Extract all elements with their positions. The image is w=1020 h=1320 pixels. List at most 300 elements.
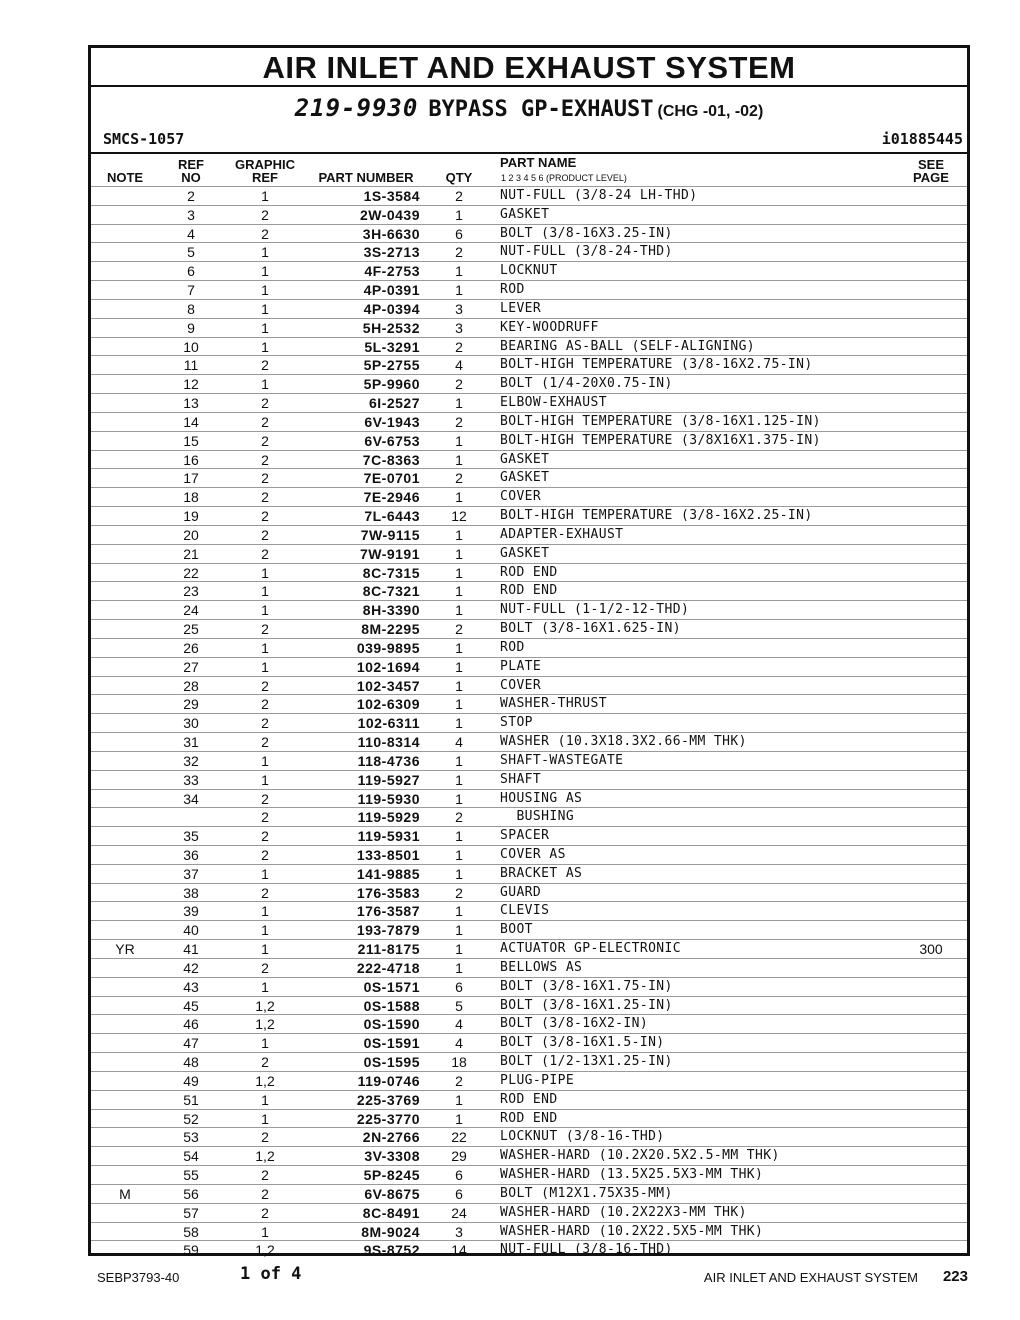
part-number-cell: 5H-2532 [362,319,420,336]
part-number-cell: 102-6309 [356,696,420,713]
table-row [91,657,967,676]
ref-no-cell: 57 [183,1204,199,1221]
part-name-cell: ACTUATOR GP-ELECTRONIC [500,941,681,957]
part-number-cell: 176-3583 [356,884,420,901]
part-number-cell: 5P-9960 [363,376,420,393]
ref-no-cell: 27 [183,658,199,675]
part-name-cell: ROD [500,639,525,655]
qty-cell: 2 [455,188,463,204]
ref-no-cell: 58 [183,1223,199,1240]
part-name-cell: GASKET [500,545,550,561]
graphic-ref-cell: 2 [261,470,269,487]
part-number-cell: 3S-2713 [363,244,420,261]
ref-no-cell: 47 [183,1035,199,1052]
qty-cell: 4 [455,734,463,751]
part-number-cell: 6V-1943 [364,413,420,430]
ref-no-cell: 53 [183,1129,199,1146]
ref-no-cell: 33 [183,771,199,788]
parts-table-body [91,186,967,1259]
part-name-cell: KEY-WOODRUFF [500,319,599,335]
ref-no-cell: 42 [183,959,199,976]
graphic-ref-cell: 2 [261,809,269,826]
smcs-code: SMCS-1057 [103,130,185,148]
table-row [91,1184,967,1203]
ref-no-cell: 55 [183,1167,199,1184]
part-number-cell: 102-6311 [357,715,420,732]
ref-no-cell: 8 [187,300,195,317]
qty-cell: 1 [455,282,463,299]
table-row [91,807,967,826]
ref-no-cell: 51 [183,1091,199,1108]
part-name-cell: BOOT [500,922,533,938]
part-number-cell: 8C-7321 [362,583,420,600]
graphic-ref-cell: 2 [261,489,269,506]
part-number-cell: 4P-0391 [363,282,420,299]
ref-no-cell: 18 [183,489,199,506]
table-row [91,431,967,450]
table-row [91,506,967,525]
table-row [91,864,967,883]
part-name-cell: WASHER-HARD (13.5X25.5X3-MM THK) [500,1167,764,1183]
qty-cell: 2 [455,244,463,261]
part-number-cell: 7C-8363 [362,451,420,468]
ref-no-cell: 28 [183,677,199,694]
part-name-cell: PLATE [500,658,542,674]
part-name-cell: WASHER-HARD (10.2X22.5X5-MM THK) [500,1223,764,1239]
graphic-ref-cell: 2 [261,1054,269,1071]
ref-no-cell: 54 [183,1148,199,1165]
table-row [91,1052,967,1071]
qty-cell: 4 [455,1035,463,1052]
table-row [91,789,967,808]
part-name-cell: LOCKNUT (3/8-16-THD) [500,1129,665,1145]
part-name-cell: BOLT-HIGH TEMPERATURE (3/8-16X2.25-IN) [500,508,813,524]
ref-no-cell: 20 [183,526,199,543]
ref-no-cell: 46 [183,1016,199,1033]
table-row [91,374,967,393]
graphic-ref-cell: 1 [261,564,269,581]
table-row [91,996,967,1015]
part-number-cell: 6V-8675 [364,1185,420,1202]
qty-cell: 3 [455,300,463,317]
part-number-cell: 0S-1595 [363,1054,420,1071]
part-name-cell: ROD END [500,1110,558,1126]
qty-cell: 22 [451,1129,467,1146]
qty-cell: 6 [455,225,463,242]
part-name-cell: GASKET [500,451,550,467]
graphic-ref-cell: 1 [261,282,269,299]
graphic-ref-cell: 1 [261,922,269,939]
part-name-cell: BOLT (3/8-16X1.75-IN) [500,978,673,994]
part-number-cell: 193-7879 [356,922,420,939]
col-header-graphic-bottom: REF [252,170,278,185]
col-header-ref-top: REF [178,157,204,172]
part-number-cell: 7W-9115 [360,526,420,543]
part-name-cell: BOLT-HIGH TEMPERATURE (3/8-16X1.125-IN) [500,413,821,429]
table-row [91,412,967,431]
ref-no-cell: 22 [183,564,199,581]
table-row [91,337,967,356]
ref-no-cell: 56 [183,1185,199,1202]
part-number-cell: 2W-0439 [359,206,420,223]
parts-list-frame [88,45,970,1259]
qty-cell: 1 [455,922,463,939]
graphic-ref-cell: 1,2 [255,1148,275,1165]
part-number-cell: 9S-8752 [363,1242,420,1259]
graphic-ref-cell: 1 [261,1223,269,1240]
part-number-cell: 118-4736 [357,752,420,769]
part-name-cell: BOLT (M12X1.75X35-MM) [500,1185,673,1201]
graphic-ref-cell: 2 [261,959,269,976]
part-number-cell: 119-0746 [357,1072,420,1089]
qty-cell: 2 [455,809,463,826]
qty-cell: 1 [455,451,463,468]
ref-no-cell: 15 [183,432,199,449]
ref-no-cell: 3 [187,206,195,223]
title-divider [91,85,967,87]
part-number-cell: 5L-3291 [364,338,420,355]
qty-cell: 4 [455,357,463,374]
table-row [91,770,967,789]
graphic-ref-cell: 2 [261,526,269,543]
col-header-note: NOTE [106,170,144,185]
table-row [91,186,967,205]
graphic-ref-cell: 2 [261,621,269,638]
part-number-cell: 1S-3584 [363,188,420,204]
part-name-cell: STOP [500,715,533,731]
part-name-cell: HOUSING AS [500,790,583,806]
part-number-cell: 4P-0394 [363,300,420,317]
table-row [91,920,967,939]
table-row [91,676,967,695]
part-name-cell: PLUG-PIPE [500,1072,575,1088]
part-name-cell: BOLT (1/4-20X0.75-IN) [500,376,673,392]
table-row [91,280,967,299]
graphic-ref-cell: 1 [261,978,269,995]
col-header-graphic-top: GRAPHIC [235,157,295,172]
part-number-cell: 211-8175 [357,941,420,958]
table-row [91,713,967,732]
table-row [91,355,967,374]
part-name-cell: WASHER-HARD (10.2X20.5X2.5-MM THK) [500,1148,780,1164]
part-name-cell: LEVER [500,300,542,316]
header-divider [91,152,967,154]
ref-no-cell: 9 [187,319,195,336]
graphic-ref-cell: 1 [261,752,269,769]
part-number-cell: 119-5930 [357,790,420,807]
qty-cell: 1 [455,489,463,506]
part-number-cell: 7W-9191 [359,545,420,562]
table-row [91,977,967,996]
part-name-cell: ROD END [500,1091,558,1107]
qty-cell: 2 [455,338,463,355]
qty-cell: 1 [455,564,463,581]
col-header-product-level: 1 2 3 4 5 6 (PRODUCT LEVEL) [501,173,627,183]
qty-cell: 1 [455,941,463,958]
ref-no-cell: 34 [183,790,199,807]
part-name-cell: BEARING AS-BALL (SELF-ALIGNING) [500,338,756,354]
qty-cell: 14 [451,1242,467,1259]
table-row [91,544,967,563]
table-row [91,1165,967,1184]
part-number-cell: 141-9885 [356,865,420,882]
qty-cell: 1 [455,1091,463,1108]
ref-no-cell: 17 [183,470,199,487]
qty-cell: 6 [455,978,463,995]
qty-cell: 1 [455,696,463,713]
part-name-cell: BOLT (3/8-16X2-IN) [500,1016,649,1032]
ref-no-cell: 14 [183,413,199,430]
qty-cell: 1 [455,639,463,656]
graphic-ref-cell: 1 [261,244,269,261]
table-row [91,619,967,638]
part-number-cell: 8H-3390 [362,602,420,619]
table-row [91,261,967,280]
table-row [91,826,967,845]
part-number-cell: 225-3769 [356,1091,420,1108]
group-number: 219-9930 [294,94,419,122]
table-row [91,563,967,582]
qty-cell: 1 [455,1110,463,1127]
graphic-ref-cell: 1 [261,941,269,958]
graphic-ref-cell: 2 [261,451,269,468]
graphic-ref-cell: 1 [261,658,269,675]
table-row [91,205,967,224]
part-name-cell: WASHER-THRUST [500,696,607,712]
part-number-cell: 176-3587 [356,903,420,920]
qty-cell: 1 [455,395,463,412]
ref-no-cell: 7 [187,282,195,299]
group-name: BYPASS GP-EXHAUST [428,97,654,122]
graphic-ref-cell: 2 [261,357,269,374]
graphic-ref-cell: 2 [261,884,269,901]
part-name-cell: GUARD [500,884,542,900]
table-row [91,1240,967,1259]
qty-cell: 2 [455,413,463,430]
graphic-ref-cell: 2 [261,715,269,732]
qty-cell: 2 [455,621,463,638]
qty-cell: 3 [455,1223,463,1240]
group-subtitle [91,94,967,122]
qty-cell: 1 [455,959,463,976]
table-row [91,525,967,544]
qty-cell: 2 [455,1072,463,1089]
note-cell: M [119,1185,131,1202]
change-note: (CHG -01, -02) [657,103,764,120]
table-row [91,845,967,864]
ref-no-cell: 12 [183,376,199,393]
part-name-cell: COVER AS [500,846,566,862]
part-name-cell: BOLT-HIGH TEMPERATURE (3/8-16X2.75-IN) [500,357,813,373]
graphic-ref-cell: 2 [261,545,269,562]
part-name-cell: GASKET [500,470,550,486]
part-number-cell: 039-9895 [356,639,420,656]
table-row [91,751,967,770]
qty-cell: 5 [455,997,463,1014]
graphic-ref-cell: 2 [261,1167,269,1184]
table-row [91,939,967,958]
qty-cell: 1 [455,771,463,788]
graphic-ref-cell: 1 [261,602,269,619]
part-name-cell: BRACKET AS [500,865,583,881]
part-number-cell: 6V-6753 [364,432,420,449]
qty-cell: 29 [451,1148,467,1165]
col-header-qty: QTY [445,170,473,185]
part-number-cell: 0S-1571 [363,978,420,995]
graphic-ref-cell: 1,2 [255,997,275,1014]
qty-cell: 2 [455,376,463,393]
part-name-cell: SHAFT-WASTEGATE [500,752,624,768]
table-row [91,450,967,469]
table-row [91,638,967,657]
part-number-cell: 8M-9024 [361,1223,420,1240]
graphic-ref-cell: 1 [261,376,269,393]
table-row [91,1109,967,1128]
part-name-cell: BOLT (1/2-13X1.25-IN) [500,1054,673,1070]
graphic-ref-cell: 2 [261,395,269,412]
ref-no-cell: 38 [183,884,199,901]
part-name-cell: ROD END [500,583,558,599]
part-number-cell: 2N-2766 [362,1129,420,1146]
part-name-cell: WASHER (10.3X18.3X2.66-MM THK) [500,734,747,750]
graphic-ref-cell: 1 [261,1110,269,1127]
ref-no-cell: 16 [183,451,199,468]
part-name-cell: ROD [500,282,525,298]
part-name-cell: BOLT-HIGH TEMPERATURE (3/8X16X1.375-IN) [500,432,821,448]
graphic-ref-cell: 1 [261,903,269,920]
part-number-cell: 0S-1590 [363,1016,420,1033]
part-name-cell: BOLT (3/8-16X1.25-IN) [500,997,673,1013]
illustration-id: i01885445 [881,130,963,148]
part-name-cell: BUSHING [500,809,575,825]
col-header-see-bottom: PAGE [913,170,949,185]
table-row [91,901,967,920]
part-number-cell: 3V-3308 [364,1148,420,1165]
graphic-ref-cell: 1 [261,1091,269,1108]
part-number-cell: 0S-1588 [363,997,420,1014]
part-number-cell: 6I-2527 [369,395,420,412]
qty-cell: 1 [455,828,463,845]
ref-no-cell: 43 [183,978,199,995]
qty-cell: 6 [455,1167,463,1184]
part-number-cell: 4F-2753 [364,263,420,280]
qty-cell: 1 [455,263,463,280]
graphic-ref-cell: 1 [261,583,269,600]
col-header-part-name: PART NAME [500,155,577,170]
table-row [91,732,967,751]
footer-section: AIR INLET AND EXHAUST SYSTEM [703,1270,918,1285]
part-name-cell: CLEVIS [500,903,550,919]
table-row [91,1090,967,1109]
ref-no-cell: 10 [183,338,199,355]
graphic-ref-cell: 2 [261,432,269,449]
qty-cell: 1 [455,658,463,675]
graphic-ref-cell: 1,2 [255,1072,275,1089]
ref-no-cell: 21 [183,545,199,562]
graphic-ref-cell: 2 [261,206,269,223]
part-name-cell: ROD END [500,564,558,580]
ref-no-cell: 32 [183,752,199,769]
ref-no-cell: 5 [187,244,195,261]
qty-cell: 6 [455,1185,463,1202]
graphic-ref-cell: 1 [261,188,269,204]
col-header-part-number: PART NUMBER [318,170,414,185]
page-title: AIR INLET AND EXHAUST SYSTEM [262,50,796,85]
part-number-cell: 7E-2946 [363,489,420,506]
qty-cell: 1 [455,865,463,882]
ref-no-cell: 13 [183,395,199,412]
ref-no-cell: 23 [183,583,199,600]
part-name-cell: BELLOWS AS [500,959,583,975]
footer-doc-id: SEBP3793-40 [97,1270,180,1285]
graphic-ref-cell: 2 [261,1204,269,1221]
part-number-cell: 8C-8491 [362,1204,420,1221]
part-name-cell: SPACER [500,828,550,844]
ref-no-cell: 25 [183,621,199,638]
graphic-ref-cell: 1 [261,300,269,317]
ref-no-cell: 48 [183,1054,199,1071]
part-number-cell: 119-5929 [357,809,420,826]
part-name-cell: ELBOW-EXHAUST [500,395,607,411]
part-name-cell: NUT-FULL (1-1/2-12-THD) [500,602,690,618]
table-row [91,1014,967,1033]
part-name-cell: BOLT (3/8-16X1.625-IN) [500,621,681,637]
qty-cell: 1 [455,790,463,807]
ref-no-cell: 30 [183,715,199,732]
qty-cell: 3 [455,319,463,336]
table-row [91,224,967,243]
ref-no-cell: 52 [183,1110,199,1127]
note-cell: YR [115,941,135,958]
graphic-ref-cell: 2 [261,413,269,430]
graphic-ref-cell: 1 [261,639,269,656]
table-row [91,1071,967,1090]
ref-no-cell: 41 [183,941,199,958]
part-number-cell: 119-5931 [357,828,420,845]
ref-no-cell: 6 [187,263,195,280]
ref-no-cell: 24 [183,602,199,619]
footer-page-of: 1 of 4 [240,1264,302,1284]
graphic-ref-cell: 2 [261,734,269,751]
qty-cell: 12 [451,508,467,525]
part-name-cell: COVER [500,489,542,505]
part-number-cell: 7E-0701 [363,470,420,487]
graphic-ref-cell: 2 [261,696,269,713]
part-name-cell: NUT-FULL (3/8-16-THD) [500,1242,673,1258]
qty-cell: 2 [455,884,463,901]
qty-cell: 1 [455,583,463,600]
footer-page-number: 223 [942,1268,968,1285]
part-name-cell: LOCKNUT [500,263,558,279]
table-row [91,1203,967,1222]
table-row [91,1222,967,1241]
part-name-cell: COVER [500,677,542,693]
qty-cell: 1 [455,545,463,562]
part-number-cell: 102-1694 [356,658,420,675]
table-row [91,1033,967,1052]
part-name-cell: ADAPTER-EXHAUST [500,526,624,542]
table-row [91,958,967,977]
part-number-cell: 7L-6443 [364,508,420,525]
ref-no-cell: 4 [187,225,195,242]
col-header-see-top: SEE [917,157,944,172]
qty-cell: 1 [455,602,463,619]
ref-no-cell: 40 [183,922,199,939]
graphic-ref-cell: 1 [261,319,269,336]
graphic-ref-cell: 2 [261,1185,269,1202]
ref-no-cell: 26 [183,639,199,656]
ref-no-cell: 19 [183,508,199,525]
